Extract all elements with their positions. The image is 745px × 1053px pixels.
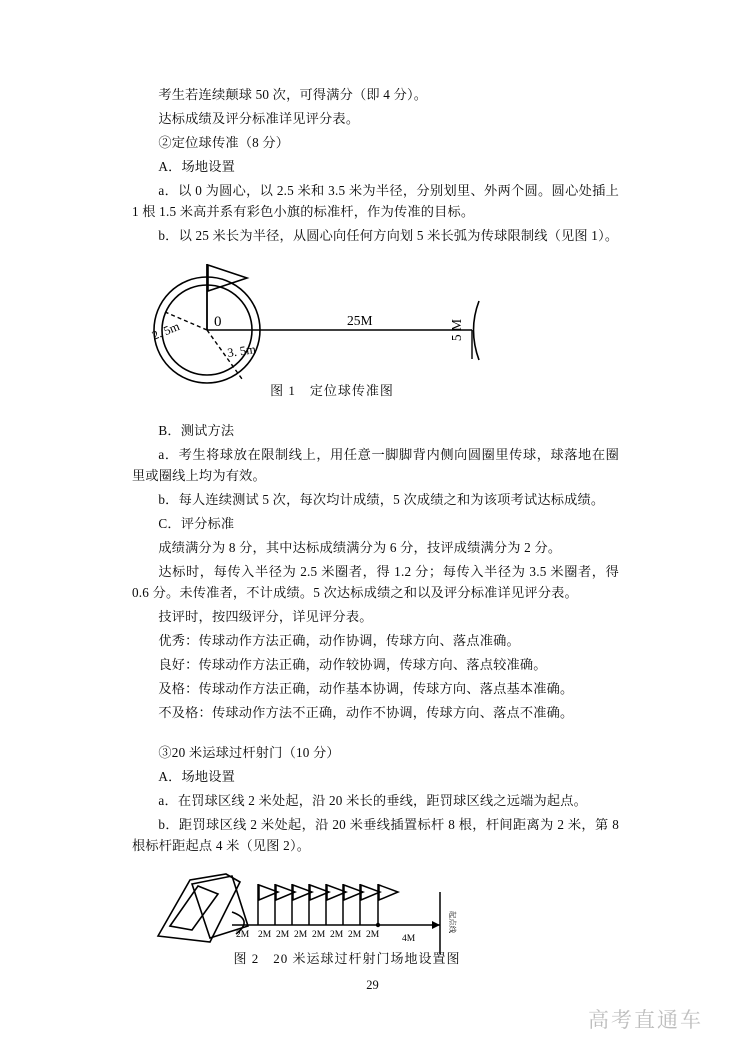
figure-1-caption [132,380,532,399]
watermark: 高考直通车 [588,1008,703,1032]
figure-1-arc-label: 5 M [449,318,464,342]
paragraph-21-field-setup-b: b．距罚球区线 2 米处起，沿 20 米垂线插置标杆 8 根，杆间距离为 2 米，第 8 根标杆距起点 4 米（见图 2）。 [132,817,619,853]
paragraph-1: 考生若连续颠球 50 次，可得满分（即 4 分）。 [158,87,428,102]
figure-1-inner-radius-label: 2. 5m [149,319,182,343]
paragraph-12-standard-scoring: 达标时，每传入半径为 2.5 米圈者，得 1.2 分；每传入半径为 3.5 米圈者，得 0.6 分。未传准者，不计成绩。5 次达标成绩之和以及评分标准详见评分表。 [132,564,619,600]
pole-group [258,884,398,925]
spacing-label-2: 2M [276,930,290,940]
figure-1-distance-label: 25M [347,313,373,328]
paragraph-17-grade-fail: 不及格：传球动作方法不正确，动作不协调，传球方向、落点不准确。 [158,705,574,720]
document-content [132,84,619,966]
figure-2-caption-label: 图 2 [233,951,260,966]
figure-2-caption-text: 20 米运球过杆射门场地设置图 [273,951,461,966]
paragraph-6-field-setup-b: b．以 25 米长为半径，从圆心向任何方向划 5 米长弧为传球限制线（见图 1）。 [158,228,619,243]
paragraph-16-grade-pass: 及格：传球动作方法正确，动作基本协调，传球方向、落点基本准确。 [158,681,574,696]
paragraph-15-grade-good: 良好：传球动作方法正确，动作较协调，传球方向、落点较准确。 [158,657,547,672]
paragraph-8-test-method-a: a．考生将球放在限制线上，用任意一脚脚背内侧向圆圈里传球，球落地在圈里或圈线上均为有效。 [132,447,619,483]
figure-1 [132,256,619,404]
end-gap-label: 4M [402,934,416,944]
goal-mouth-icon [170,886,218,930]
spacing-label-5: 2M [330,930,344,940]
spacing-label-3: 2M [294,930,308,940]
paragraph-7-subheading-b: B．测试方法 [158,423,235,438]
paragraph-11-total-score: 成绩满分为 8 分，其中达标成绩满分为 6 分，技评成绩满分为 2 分。 [158,540,562,555]
figure-1-caption-text: 定位球传准图 [309,383,394,398]
spacing-label-6: 2M [348,930,362,940]
paragraph-3-section-heading: ②定位球传准（8 分） [158,135,290,150]
spacing-label-7: 2M [366,930,380,940]
paragraph-18-section-heading: ③20 米运球过杆射门（10 分） [158,745,340,760]
start-arrow-icon [432,921,440,929]
spacing-label-0: 2M [236,930,250,940]
limit-arc-icon [474,301,480,360]
paragraph-14-grade-excellent: 优秀：传球动作方法正确，动作协调，传球方向、落点准确。 [158,633,520,648]
paragraph-5-field-setup-a: a．以 0 为圆心，以 2.5 米和 3.5 米为半径，分别划里、外两个圆。圆心处插上 1 根 1.5 米高并系有彩色小旗的标准杆，作为传准的目标。 [132,183,619,219]
paragraph-4-subheading-a: A．场地设置 [158,159,236,174]
spacing-label-1: 2M [258,930,272,940]
paragraph-13-technique-scoring: 技评时，按四级评分，详见评分表。 [158,609,373,624]
figure-2 [132,864,619,966]
spacing-label-group [236,930,416,944]
figure-1-caption-label: 图 1 [270,383,296,398]
paragraph-19-subheading-a: A．场地设置 [158,769,236,784]
paragraph-2: 达标成绩及评分标准详见评分表。 [158,111,360,126]
figure-2-drawing [148,864,478,956]
paragraph-10-subheading-c: C．评分标准 [158,516,235,531]
spacing-label-4: 2M [312,930,326,940]
start-line-label: 起点线 [448,910,457,934]
goal-area-icon [192,876,248,938]
paragraph-9-test-method-b: b．每人连续测试 5 次，每次均计成绩，5 次成绩之和为该项考试达标成绩。 [158,492,605,507]
figure-2-caption [132,948,562,967]
page-number: 29 [366,978,379,992]
figure-1-outer-radius-label: 3. 5m [226,342,257,360]
figure-1-center-label: 0 [214,314,222,330]
paragraph-20-field-setup-a: a．在罚球区线 2 米处起，沿 20 米长的垂线，距罚球区线之远端为起点。 [158,793,588,808]
